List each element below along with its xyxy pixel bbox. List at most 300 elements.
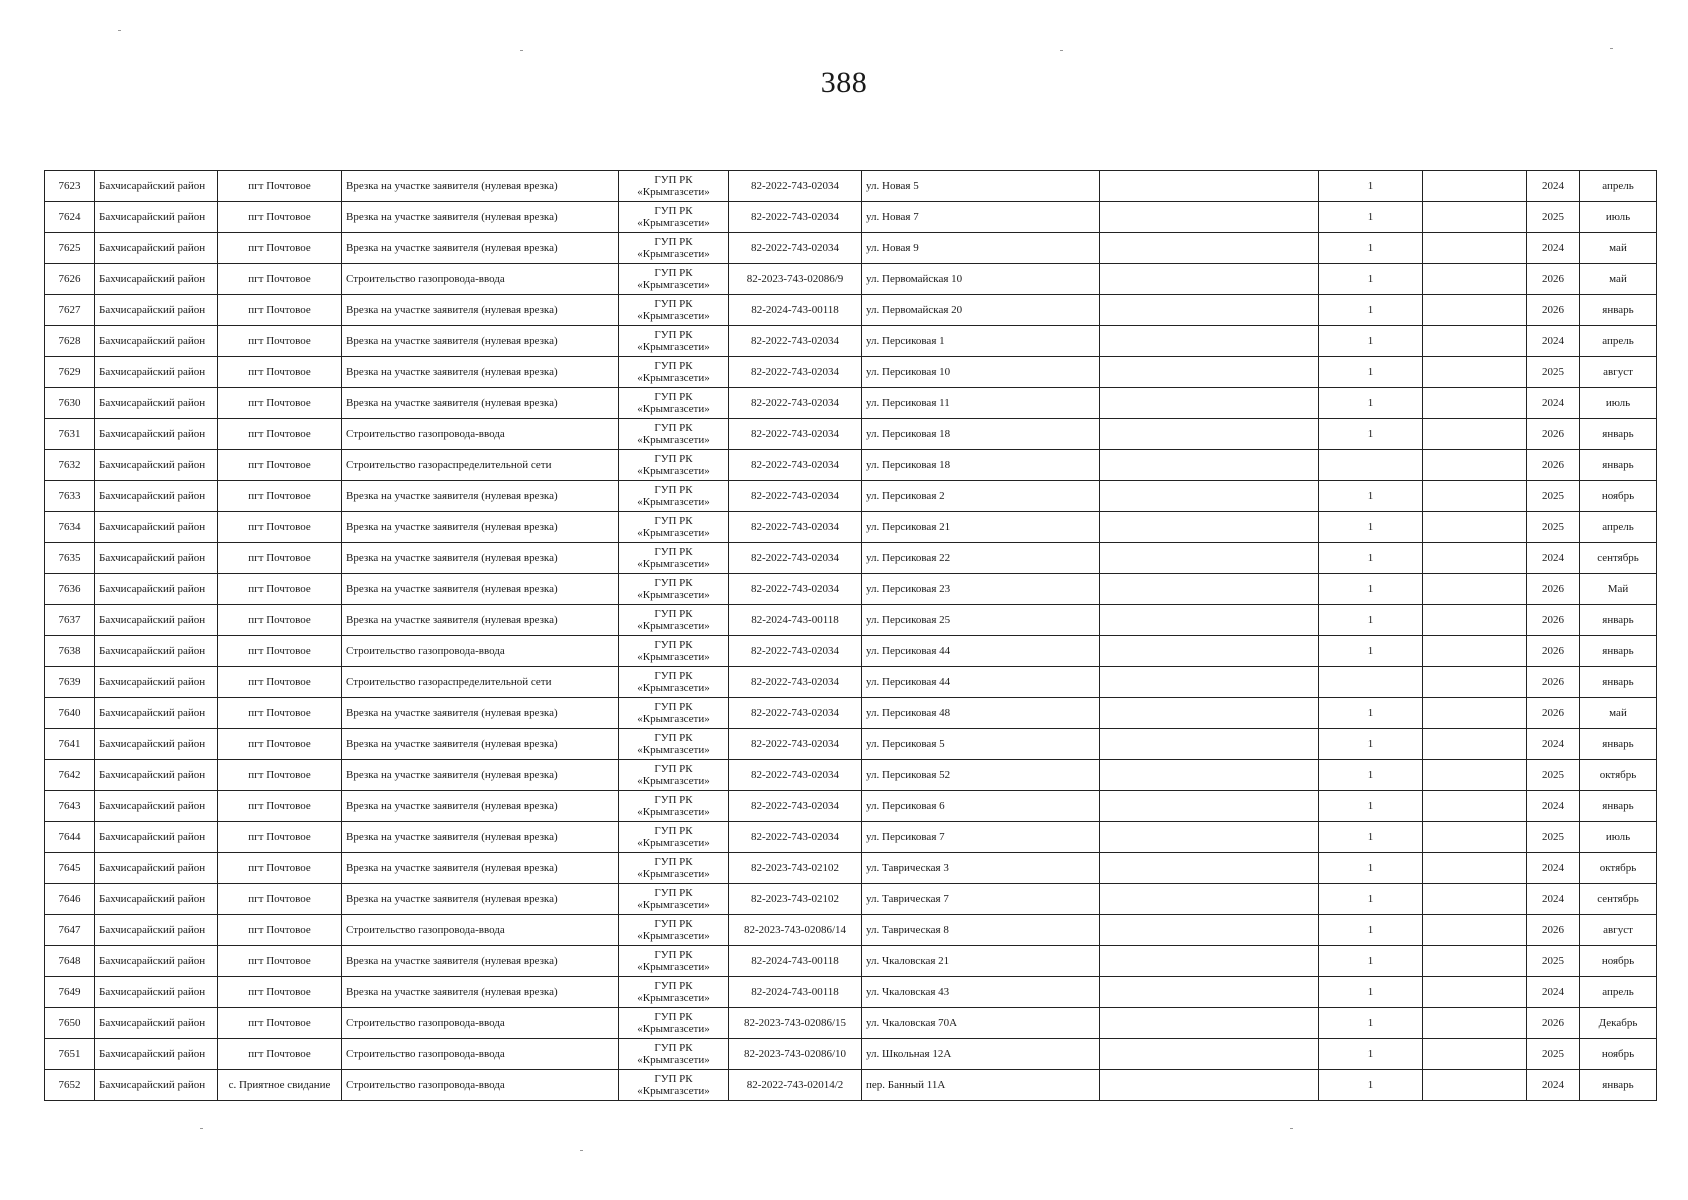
row-number: 7639 — [45, 667, 95, 698]
quantity-cell: 1 — [1319, 946, 1423, 977]
table-row — [45, 884, 1657, 915]
organization-cell: ГУП РК «Крымгазсети» — [619, 357, 729, 388]
district-cell: Бахчисарайский район — [95, 884, 218, 915]
table-row — [45, 512, 1657, 543]
year-cell: 2024 — [1527, 853, 1580, 884]
table-row — [45, 233, 1657, 264]
address-cell: ул. Новая 7 — [862, 202, 1100, 233]
table-row — [45, 1070, 1657, 1101]
settlement-cell: пгт Почтовое — [218, 853, 342, 884]
table-row — [45, 326, 1657, 357]
quantity-cell: 1 — [1319, 357, 1423, 388]
district-cell: Бахчисарайский район — [95, 512, 218, 543]
district-cell: Бахчисарайский район — [95, 233, 218, 264]
year-cell: 2025 — [1527, 357, 1580, 388]
organization-cell: ГУП РК «Крымгазсети» — [619, 946, 729, 977]
month-cell: Май — [1580, 574, 1657, 605]
blank-cell — [1423, 729, 1527, 760]
month-cell: сентябрь — [1580, 884, 1657, 915]
settlement-cell: пгт Почтовое — [218, 264, 342, 295]
organization-cell: ГУП РК «Крымгазсети» — [619, 1008, 729, 1039]
address-cell: ул. Персиковая 25 — [862, 605, 1100, 636]
work-type-cell: Врезка на участке заявителя (нулевая врезка) — [342, 574, 619, 605]
work-type-cell: Врезка на участке заявителя (нулевая врезка) — [342, 853, 619, 884]
address-cell: ул. Персиковая 5 — [862, 729, 1100, 760]
blank-cell — [1100, 574, 1319, 605]
blank-cell — [1100, 791, 1319, 822]
contract-number-cell: 82-2022-743-02034 — [729, 791, 862, 822]
year-cell: 2026 — [1527, 698, 1580, 729]
work-type-cell: Врезка на участке заявителя (нулевая врезка) — [342, 884, 619, 915]
address-cell: ул. Персиковая 6 — [862, 791, 1100, 822]
district-cell: Бахчисарайский район — [95, 388, 218, 419]
table-row — [45, 481, 1657, 512]
year-cell: 2024 — [1527, 729, 1580, 760]
year-cell: 2026 — [1527, 915, 1580, 946]
table-row — [45, 667, 1657, 698]
address-cell: ул. Первомайская 20 — [862, 295, 1100, 326]
address-cell: ул. Чкаловская 21 — [862, 946, 1100, 977]
contract-number-cell: 82-2022-743-02034 — [729, 729, 862, 760]
address-cell: ул. Персиковая 10 — [862, 357, 1100, 388]
contract-number-cell: 82-2022-743-02034 — [729, 667, 862, 698]
blank-cell — [1100, 1008, 1319, 1039]
row-number: 7644 — [45, 822, 95, 853]
row-number: 7651 — [45, 1039, 95, 1070]
contract-number-cell: 82-2022-743-02034 — [729, 481, 862, 512]
settlement-cell: пгт Почтовое — [218, 698, 342, 729]
work-type-cell: Строительство газораспределительной сети — [342, 667, 619, 698]
blank-cell — [1100, 326, 1319, 357]
settlement-cell: пгт Почтовое — [218, 357, 342, 388]
settlement-cell: пгт Почтовое — [218, 791, 342, 822]
table-row — [45, 946, 1657, 977]
organization-cell: ГУП РК «Крымгазсети» — [619, 760, 729, 791]
organization-cell: ГУП РК «Крымгазсети» — [619, 729, 729, 760]
quantity-cell: 1 — [1319, 636, 1423, 667]
year-cell: 2024 — [1527, 1070, 1580, 1101]
work-type-cell: Врезка на участке заявителя (нулевая врезка) — [342, 698, 619, 729]
settlement-cell: пгт Почтовое — [218, 822, 342, 853]
quantity-cell: 1 — [1319, 729, 1423, 760]
blank-cell — [1100, 512, 1319, 543]
contract-number-cell: 82-2024-743-00118 — [729, 295, 862, 326]
contract-number-cell: 82-2022-743-02034 — [729, 419, 862, 450]
month-cell: январь — [1580, 605, 1657, 636]
table-row — [45, 698, 1657, 729]
blank-cell — [1423, 357, 1527, 388]
month-cell: апрель — [1580, 512, 1657, 543]
district-cell: Бахчисарайский район — [95, 698, 218, 729]
month-cell: июль — [1580, 388, 1657, 419]
address-cell: пер. Банный 11А — [862, 1070, 1100, 1101]
organization-cell: ГУП РК «Крымгазсети» — [619, 667, 729, 698]
organization-cell: ГУП РК «Крымгазсети» — [619, 202, 729, 233]
address-cell: ул. Школьная 12А — [862, 1039, 1100, 1070]
blank-cell — [1100, 977, 1319, 1008]
month-cell: январь — [1580, 450, 1657, 481]
settlement-cell: пгт Почтовое — [218, 729, 342, 760]
work-type-cell: Врезка на участке заявителя (нулевая врезка) — [342, 605, 619, 636]
table-row — [45, 853, 1657, 884]
quantity-cell: 1 — [1319, 977, 1423, 1008]
blank-cell — [1100, 202, 1319, 233]
address-cell: ул. Персиковая 11 — [862, 388, 1100, 419]
row-number: 7632 — [45, 450, 95, 481]
table-row — [45, 822, 1657, 853]
month-cell: апрель — [1580, 326, 1657, 357]
blank-cell — [1423, 388, 1527, 419]
month-cell: октябрь — [1580, 760, 1657, 791]
table-row — [45, 977, 1657, 1008]
quantity-cell: 1 — [1319, 853, 1423, 884]
blank-cell — [1100, 264, 1319, 295]
contract-number-cell: 82-2023-743-02086/10 — [729, 1039, 862, 1070]
district-cell: Бахчисарайский район — [95, 791, 218, 822]
scan-speck — [580, 1150, 583, 1151]
quantity-cell — [1319, 667, 1423, 698]
settlement-cell: пгт Почтовое — [218, 326, 342, 357]
quantity-cell: 1 — [1319, 822, 1423, 853]
blank-cell — [1100, 698, 1319, 729]
year-cell: 2025 — [1527, 512, 1580, 543]
blank-cell — [1423, 822, 1527, 853]
blank-cell — [1423, 884, 1527, 915]
blank-cell — [1423, 543, 1527, 574]
address-cell: ул. Чкаловская 43 — [862, 977, 1100, 1008]
blank-cell — [1423, 605, 1527, 636]
year-cell: 2024 — [1527, 171, 1580, 202]
organization-cell: ГУП РК «Крымгазсети» — [619, 636, 729, 667]
settlement-cell: пгт Почтовое — [218, 512, 342, 543]
organization-cell: ГУП РК «Крымгазсети» — [619, 605, 729, 636]
organization-cell: ГУП РК «Крымгазсети» — [619, 326, 729, 357]
contract-number-cell: 82-2022-743-02034 — [729, 543, 862, 574]
address-cell: ул. Персиковая 22 — [862, 543, 1100, 574]
row-number: 7652 — [45, 1070, 95, 1101]
organization-cell: ГУП РК «Крымгазсети» — [619, 698, 729, 729]
work-type-cell: Строительство газопровода-ввода — [342, 419, 619, 450]
row-number: 7642 — [45, 760, 95, 791]
settlement-cell: пгт Почтовое — [218, 202, 342, 233]
year-cell: 2026 — [1527, 605, 1580, 636]
table-row — [45, 1008, 1657, 1039]
table-row — [45, 202, 1657, 233]
month-cell: январь — [1580, 791, 1657, 822]
district-cell: Бахчисарайский район — [95, 326, 218, 357]
district-cell: Бахчисарайский район — [95, 202, 218, 233]
district-cell: Бахчисарайский район — [95, 419, 218, 450]
month-cell: август — [1580, 915, 1657, 946]
settlement-cell: пгт Почтовое — [218, 760, 342, 791]
contract-number-cell: 82-2023-743-02086/14 — [729, 915, 862, 946]
year-cell: 2025 — [1527, 202, 1580, 233]
settlement-cell: пгт Почтовое — [218, 388, 342, 419]
contract-number-cell: 82-2023-743-02086/9 — [729, 264, 862, 295]
month-cell: апрель — [1580, 977, 1657, 1008]
blank-cell — [1423, 326, 1527, 357]
settlement-cell: пгт Почтовое — [218, 450, 342, 481]
year-cell: 2024 — [1527, 233, 1580, 264]
organization-cell: ГУП РК «Крымгазсети» — [619, 1070, 729, 1101]
contract-number-cell: 82-2022-743-02034 — [729, 512, 862, 543]
blank-cell — [1100, 543, 1319, 574]
table-row — [45, 171, 1657, 202]
month-cell: Декабрь — [1580, 1008, 1657, 1039]
address-cell: ул. Таврическая 7 — [862, 884, 1100, 915]
blank-cell — [1423, 1070, 1527, 1101]
year-cell: 2025 — [1527, 481, 1580, 512]
month-cell: май — [1580, 233, 1657, 264]
year-cell: 2026 — [1527, 450, 1580, 481]
quantity-cell: 1 — [1319, 543, 1423, 574]
settlement-cell: пгт Почтовое — [218, 574, 342, 605]
month-cell: январь — [1580, 729, 1657, 760]
year-cell: 2026 — [1527, 419, 1580, 450]
work-type-cell: Строительство газопровода-ввода — [342, 915, 619, 946]
quantity-cell: 1 — [1319, 419, 1423, 450]
blank-cell — [1423, 1039, 1527, 1070]
blank-cell — [1423, 791, 1527, 822]
district-cell: Бахчисарайский район — [95, 636, 218, 667]
organization-cell: ГУП РК «Крымгазсети» — [619, 264, 729, 295]
contract-number-cell: 82-2022-743-02034 — [729, 326, 862, 357]
row-number: 7633 — [45, 481, 95, 512]
organization-cell: ГУП РК «Крымгазсети» — [619, 884, 729, 915]
row-number: 7629 — [45, 357, 95, 388]
blank-cell — [1100, 915, 1319, 946]
organization-cell: ГУП РК «Крымгазсети» — [619, 1039, 729, 1070]
row-number: 7630 — [45, 388, 95, 419]
contract-number-cell: 82-2022-743-02034 — [729, 698, 862, 729]
blank-cell — [1423, 946, 1527, 977]
work-type-cell: Строительство газопровода-ввода — [342, 264, 619, 295]
contract-number-cell: 82-2022-743-02034 — [729, 171, 862, 202]
work-type-cell: Врезка на участке заявителя (нулевая врезка) — [342, 388, 619, 419]
organization-cell: ГУП РК «Крымгазсети» — [619, 419, 729, 450]
organization-cell: ГУП РК «Крымгазсети» — [619, 171, 729, 202]
address-cell: ул. Персиковая 18 — [862, 419, 1100, 450]
gasification-schedule-table — [44, 170, 1657, 1101]
table-row — [45, 574, 1657, 605]
work-type-cell: Врезка на участке заявителя (нулевая врезка) — [342, 977, 619, 1008]
scan-speck — [1060, 50, 1063, 51]
contract-number-cell: 82-2023-743-02102 — [729, 884, 862, 915]
blank-cell — [1423, 171, 1527, 202]
row-number: 7647 — [45, 915, 95, 946]
table-row — [45, 264, 1657, 295]
work-type-cell: Врезка на участке заявителя (нулевая врезка) — [342, 481, 619, 512]
row-number: 7624 — [45, 202, 95, 233]
quantity-cell: 1 — [1319, 698, 1423, 729]
blank-cell — [1423, 233, 1527, 264]
work-type-cell: Врезка на участке заявителя (нулевая врезка) — [342, 729, 619, 760]
quantity-cell: 1 — [1319, 1070, 1423, 1101]
contract-number-cell: 82-2022-743-02014/2 — [729, 1070, 862, 1101]
settlement-cell: пгт Почтовое — [218, 667, 342, 698]
year-cell: 2026 — [1527, 636, 1580, 667]
contract-number-cell: 82-2022-743-02034 — [729, 202, 862, 233]
blank-cell — [1100, 636, 1319, 667]
table-row — [45, 729, 1657, 760]
contract-number-cell: 82-2022-743-02034 — [729, 636, 862, 667]
quantity-cell: 1 — [1319, 481, 1423, 512]
quantity-cell: 1 — [1319, 574, 1423, 605]
address-cell: ул. Персиковая 21 — [862, 512, 1100, 543]
district-cell: Бахчисарайский район — [95, 171, 218, 202]
row-number: 7638 — [45, 636, 95, 667]
blank-cell — [1100, 667, 1319, 698]
district-cell: Бахчисарайский район — [95, 543, 218, 574]
month-cell: июль — [1580, 822, 1657, 853]
settlement-cell: пгт Почтовое — [218, 946, 342, 977]
address-cell: ул. Новая 9 — [862, 233, 1100, 264]
district-cell: Бахчисарайский район — [95, 977, 218, 1008]
table-row — [45, 388, 1657, 419]
table-row — [45, 543, 1657, 574]
blank-cell — [1423, 574, 1527, 605]
settlement-cell: пгт Почтовое — [218, 171, 342, 202]
work-type-cell: Врезка на участке заявителя (нулевая врезка) — [342, 233, 619, 264]
organization-cell: ГУП РК «Крымгазсети» — [619, 543, 729, 574]
organization-cell: ГУП РК «Крымгазсети» — [619, 295, 729, 326]
district-cell: Бахчисарайский район — [95, 264, 218, 295]
work-type-cell: Врезка на участке заявителя (нулевая врезка) — [342, 543, 619, 574]
address-cell: ул. Первомайская 10 — [862, 264, 1100, 295]
month-cell: январь — [1580, 667, 1657, 698]
blank-cell — [1100, 233, 1319, 264]
quantity-cell: 1 — [1319, 884, 1423, 915]
work-type-cell: Врезка на участке заявителя (нулевая врезка) — [342, 791, 619, 822]
district-cell: Бахчисарайский район — [95, 605, 218, 636]
organization-cell: ГУП РК «Крымгазсети» — [619, 791, 729, 822]
row-number: 7637 — [45, 605, 95, 636]
district-cell: Бахчисарайский район — [95, 450, 218, 481]
row-number: 7645 — [45, 853, 95, 884]
address-cell: ул. Таврическая 3 — [862, 853, 1100, 884]
month-cell: январь — [1580, 295, 1657, 326]
blank-cell — [1100, 729, 1319, 760]
work-type-cell: Врезка на участке заявителя (нулевая врезка) — [342, 946, 619, 977]
settlement-cell: пгт Почтовое — [218, 295, 342, 326]
blank-cell — [1423, 481, 1527, 512]
blank-cell — [1423, 264, 1527, 295]
quantity-cell: 1 — [1319, 1039, 1423, 1070]
blank-cell — [1100, 1070, 1319, 1101]
year-cell: 2024 — [1527, 388, 1580, 419]
year-cell: 2024 — [1527, 791, 1580, 822]
row-number: 7649 — [45, 977, 95, 1008]
contract-number-cell: 82-2023-743-02102 — [729, 853, 862, 884]
quantity-cell: 1 — [1319, 915, 1423, 946]
page-number: 388 — [820, 66, 868, 99]
organization-cell: ГУП РК «Крымгазсети» — [619, 853, 729, 884]
blank-cell — [1423, 512, 1527, 543]
scan-speck — [1610, 48, 1613, 49]
address-cell: ул. Таврическая 8 — [862, 915, 1100, 946]
organization-cell: ГУП РК «Крымгазсети» — [619, 915, 729, 946]
contract-number-cell: 82-2022-743-02034 — [729, 450, 862, 481]
year-cell: 2026 — [1527, 667, 1580, 698]
row-number: 7648 — [45, 946, 95, 977]
work-type-cell: Строительство газопровода-ввода — [342, 636, 619, 667]
quantity-cell: 1 — [1319, 760, 1423, 791]
month-cell: октябрь — [1580, 853, 1657, 884]
organization-cell: ГУП РК «Крымгазсети» — [619, 233, 729, 264]
table-row — [45, 1039, 1657, 1070]
quantity-cell: 1 — [1319, 791, 1423, 822]
address-cell: ул. Персиковая 23 — [862, 574, 1100, 605]
organization-cell: ГУП РК «Крымгазсети» — [619, 512, 729, 543]
settlement-cell: пгт Почтовое — [218, 1039, 342, 1070]
settlement-cell: пгт Почтовое — [218, 543, 342, 574]
scan-speck — [200, 1128, 203, 1129]
row-number: 7650 — [45, 1008, 95, 1039]
settlement-cell: с. Приятное свидание — [218, 1070, 342, 1101]
row-number: 7646 — [45, 884, 95, 915]
quantity-cell: 1 — [1319, 233, 1423, 264]
year-cell: 2026 — [1527, 574, 1580, 605]
month-cell: ноябрь — [1580, 1039, 1657, 1070]
work-type-cell: Врезка на участке заявителя (нулевая врезка) — [342, 512, 619, 543]
row-number: 7640 — [45, 698, 95, 729]
year-cell: 2026 — [1527, 1008, 1580, 1039]
row-number: 7627 — [45, 295, 95, 326]
year-cell: 2025 — [1527, 1039, 1580, 1070]
quantity-cell: 1 — [1319, 264, 1423, 295]
settlement-cell: пгт Почтовое — [218, 1008, 342, 1039]
year-cell: 2025 — [1527, 822, 1580, 853]
year-cell: 2025 — [1527, 760, 1580, 791]
settlement-cell: пгт Почтовое — [218, 605, 342, 636]
district-cell: Бахчисарайский район — [95, 574, 218, 605]
work-type-cell: Врезка на участке заявителя (нулевая врезка) — [342, 202, 619, 233]
month-cell: ноябрь — [1580, 946, 1657, 977]
contract-number-cell: 82-2022-743-02034 — [729, 388, 862, 419]
table-row — [45, 605, 1657, 636]
scan-speck — [1290, 1128, 1293, 1129]
table-row — [45, 915, 1657, 946]
blank-cell — [1423, 667, 1527, 698]
month-cell: январь — [1580, 419, 1657, 450]
table-row — [45, 295, 1657, 326]
year-cell: 2026 — [1527, 264, 1580, 295]
district-cell: Бахчисарайский район — [95, 295, 218, 326]
work-type-cell: Врезка на участке заявителя (нулевая врезка) — [342, 760, 619, 791]
organization-cell: ГУП РК «Крымгазсети» — [619, 388, 729, 419]
address-cell: ул. Персиковая 1 — [862, 326, 1100, 357]
table-row — [45, 450, 1657, 481]
blank-cell — [1423, 295, 1527, 326]
district-cell: Бахчисарайский район — [95, 481, 218, 512]
year-cell: 2024 — [1527, 543, 1580, 574]
contract-number-cell: 82-2022-743-02034 — [729, 822, 862, 853]
district-cell: Бахчисарайский район — [95, 1039, 218, 1070]
address-cell: ул. Новая 5 — [862, 171, 1100, 202]
scan-speck — [520, 50, 523, 51]
blank-cell — [1100, 1039, 1319, 1070]
row-number: 7623 — [45, 171, 95, 202]
district-cell: Бахчисарайский район — [95, 357, 218, 388]
address-cell: ул. Чкаловская 70А — [862, 1008, 1100, 1039]
organization-cell: ГУП РК «Крымгазсети» — [619, 977, 729, 1008]
row-number: 7625 — [45, 233, 95, 264]
contract-number-cell: 82-2023-743-02086/15 — [729, 1008, 862, 1039]
work-type-cell: Строительство газопровода-ввода — [342, 1008, 619, 1039]
address-cell: ул. Персиковая 18 — [862, 450, 1100, 481]
quantity-cell: 1 — [1319, 388, 1423, 419]
blank-cell — [1423, 760, 1527, 791]
